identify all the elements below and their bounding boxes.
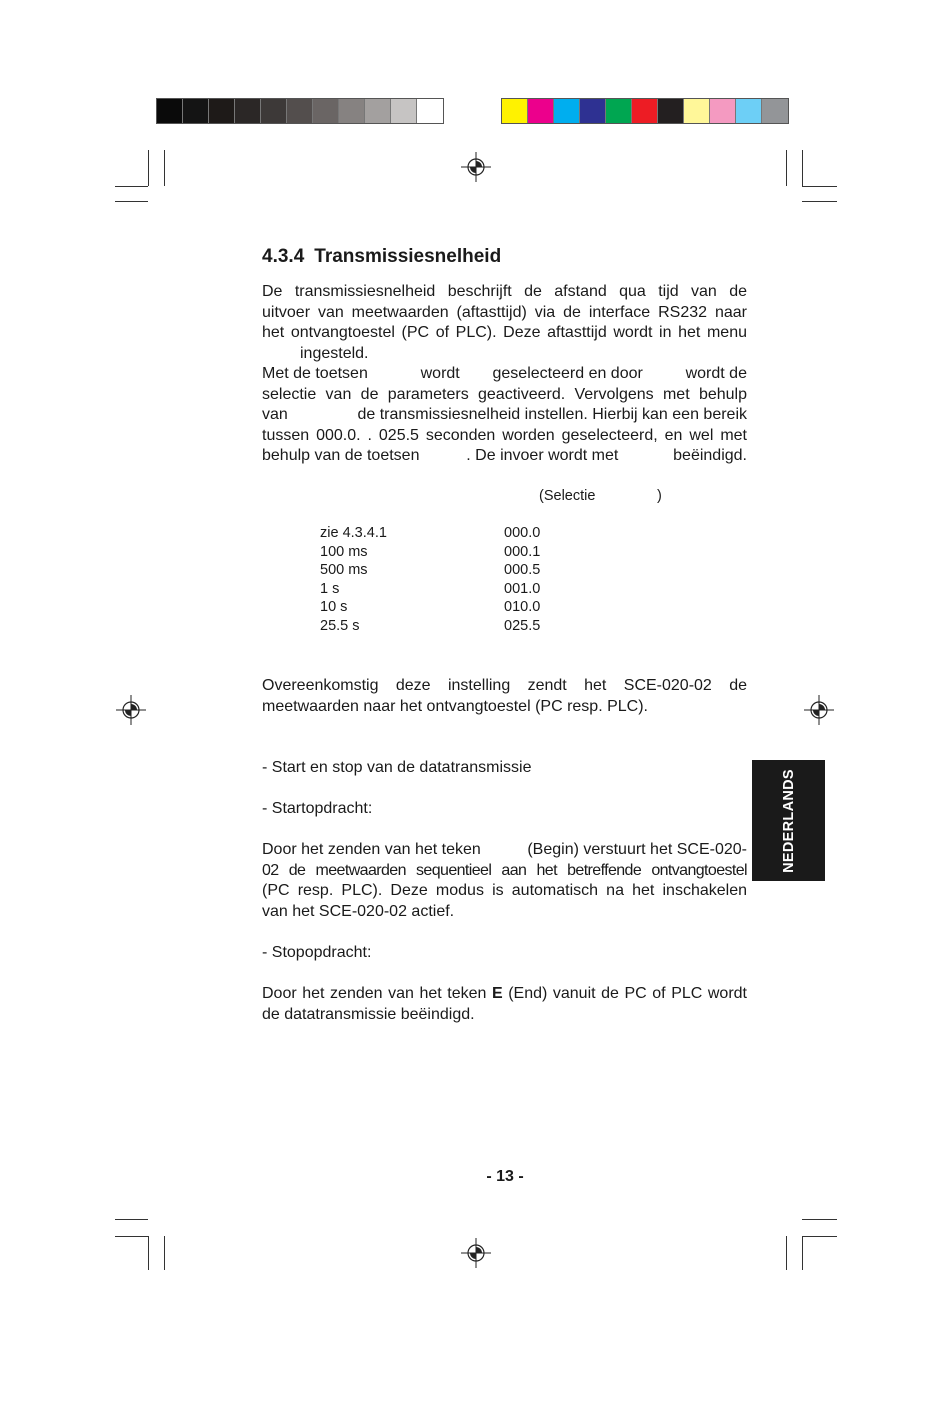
crop-mark: [115, 1236, 148, 1237]
color-swatch: [684, 99, 710, 123]
text-line: De transmissiesnelheid beschrijft de afstand qua tijd van de: [262, 283, 747, 300]
color-swatch: [658, 99, 684, 123]
stop-command-heading: - Stopopdracht:: [262, 944, 372, 961]
table-row: [320, 580, 540, 599]
text-line: ingesteld.: [300, 344, 369, 362]
text-line: Overeenkomstig deze instelling zendt het SCE-020-02 de: [262, 677, 747, 694]
table-cell-time: 100 ms: [320, 543, 368, 560]
text-line: (PC resp. PLC). Deze modus is automatisch na het inschakelen: [262, 882, 747, 899]
crop-mark: [148, 150, 149, 186]
text-line: van de transmissiesnelheid instellen. Hierbij kan een bereik: [262, 406, 747, 423]
crop-mark: [786, 1236, 787, 1270]
section-number: 4.3.4: [262, 246, 305, 267]
table-row: [320, 524, 540, 543]
color-swatch: [261, 99, 287, 123]
language-tab: [752, 760, 825, 881]
table-cell-time: zie 4.3.4.1: [320, 525, 387, 541]
registration-mark-icon: [116, 695, 146, 725]
table-cell-time: 25.5 s: [320, 617, 360, 634]
color-swatch: [528, 99, 554, 123]
text-line: meetwaarden naar het ontvangtoestel (PC resp. PLC).: [262, 697, 648, 715]
color-swatch: [339, 99, 365, 123]
color-swatch: [710, 99, 736, 123]
text-line: de datatransmissie beëindigd.: [262, 1005, 475, 1023]
table-cell-time: 1 s: [320, 580, 340, 597]
color-swatch: [762, 99, 788, 123]
crop-mark: [164, 1236, 165, 1270]
crop-mark: [802, 201, 837, 202]
table-cell-code: 000.1: [504, 543, 541, 560]
stop-command-paragraph: [262, 984, 747, 1025]
registration-mark-icon: [461, 1238, 491, 1268]
text-line: uitvoer van meetwaarden (aftasttijd) via de interface RS232 naar: [262, 303, 747, 321]
table-cell-code: 000.0: [504, 525, 541, 541]
accordance-paragraph: [262, 676, 747, 717]
text-line: 02 de meetwaarden sequentieel aan het betreffende ontvangtoestel: [262, 861, 747, 879]
table-row: [320, 598, 540, 617]
crop-mark: [115, 201, 148, 202]
text-line: behulp van de toetsen . De invoer wordt met beëindigd.: [262, 447, 747, 464]
table-cell-code: 001.0: [504, 580, 541, 597]
crop-mark: [115, 186, 148, 187]
speed-table: [320, 524, 540, 635]
table-row: [320, 617, 540, 636]
selectie-label: (Selectie: [539, 488, 596, 504]
crop-mark: [802, 1236, 803, 1270]
language-tab-label: NEDERLANDS: [780, 768, 797, 873]
text-line: het ontvangtoestel (PC of PLC). Deze aftasttijd wordt in het menu: [262, 324, 747, 341]
page-number: - 13 -: [486, 1168, 524, 1185]
text-line: van het SCE-020-02 actief.: [262, 902, 455, 920]
color-swatch: [235, 99, 261, 123]
color-swatch: [313, 99, 339, 123]
color-swatch: [209, 99, 235, 123]
table-cell-code: 000.5: [504, 562, 541, 578]
color-swatch: [580, 99, 606, 123]
color-swatch: [417, 99, 443, 123]
crop-mark: [802, 1236, 837, 1237]
color-swatch: [554, 99, 580, 123]
registration-mark-icon: [804, 695, 834, 725]
section-heading: [262, 246, 501, 268]
table-cell-time: 500 ms: [320, 562, 368, 578]
color-swatch: [502, 99, 528, 123]
color-swatch: [632, 99, 658, 123]
crop-mark: [802, 1219, 837, 1220]
text-line: tussen 000.0. . 025.5 seconden worden geselecteerd, en wel met: [262, 426, 747, 444]
grayscale-calibration-bar: [156, 98, 444, 124]
crop-mark: [786, 150, 787, 186]
crop-mark: [115, 1219, 148, 1220]
table-row: [320, 561, 540, 580]
table-cell-time: 10 s: [320, 599, 348, 615]
table-cell-code: 025.5: [504, 617, 541, 634]
color-swatch: [365, 99, 391, 123]
color-swatch: [606, 99, 632, 123]
color-swatch: [157, 99, 183, 123]
table-cell-code: 010.0: [504, 599, 541, 615]
text-line: Door het zenden van het teken (Begin) verstuurt het SCE-020-: [262, 841, 747, 858]
color-swatch: [391, 99, 417, 123]
selectie-close: ): [657, 488, 662, 504]
text-line: selectie van de parameters geactiveerd. Vervolgens met behulp: [262, 385, 747, 403]
intro-paragraph: [262, 282, 747, 467]
crop-mark: [802, 186, 837, 187]
text-line: Met de toetsen wordt geselecteerd en door wordt de: [262, 365, 747, 382]
section-title: Transmissiesnelheid: [314, 246, 502, 267]
start-stop-heading: - Start en stop van de datatransmissie: [262, 759, 532, 776]
color-swatch: [736, 99, 762, 123]
text-line: Door het zenden van het teken E (End) vanuit de PC of PLC wordt: [262, 985, 748, 1002]
crop-mark: [148, 1236, 149, 1270]
crop-mark: [802, 150, 803, 186]
color-swatch: [287, 99, 313, 123]
color-swatch: [183, 99, 209, 123]
end-character: E: [491, 985, 503, 1002]
registration-mark-icon: [461, 152, 491, 182]
crop-mark: [164, 150, 165, 186]
start-command-heading: - Startopdracht:: [262, 800, 373, 817]
start-command-paragraph: [262, 840, 747, 922]
table-row: [320, 543, 540, 562]
color-calibration-bar: [501, 98, 789, 124]
